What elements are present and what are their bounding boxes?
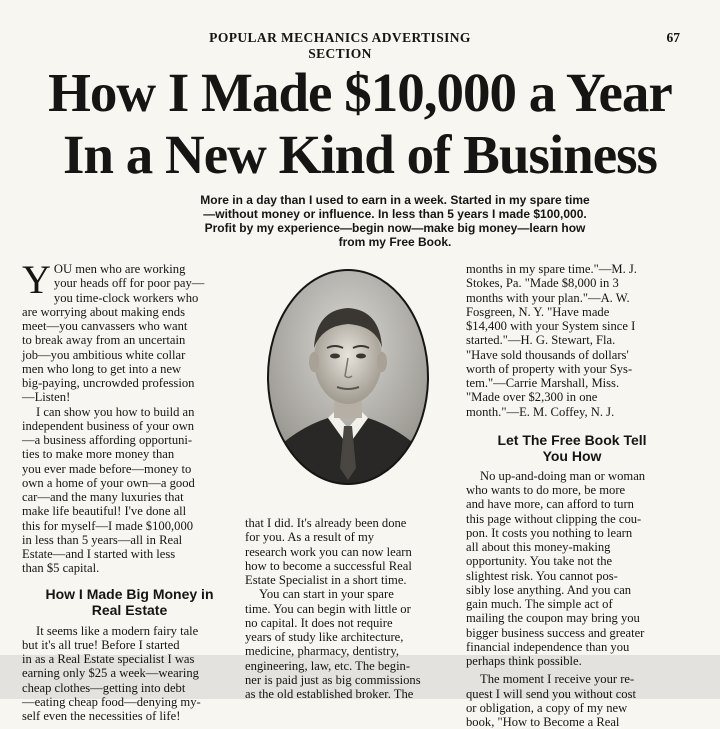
section-heading-free-book: [466, 432, 678, 464]
text-line: research work you can now learn: [245, 544, 412, 559]
text-line: engineering, law, etc. The begin-: [245, 658, 411, 673]
text-line: "Made over $2,300 in one: [466, 390, 598, 405]
text-line: or obligation, a copy of my new: [466, 700, 628, 715]
text-line: opportunity. You take not the: [466, 554, 613, 569]
intro-paragraph: [22, 257, 237, 405]
text-line: who wants to do more, be more: [466, 483, 626, 497]
text-line: worth of property with your Sys-: [466, 361, 633, 376]
text-line: started."—H. G. Stewart, Fla.: [466, 333, 616, 348]
text-line: big-paying, uncrowded profession: [22, 376, 195, 390]
text-line: in as a Real Estate specialist I was: [22, 652, 195, 666]
heading-line: Real Estate: [91, 601, 168, 618]
text-line: as the old established broker. The: [245, 687, 414, 701]
text-line: slightest risk. You cannot pos-: [466, 568, 618, 583]
heading-line: How I Made Big Money in: [45, 585, 214, 602]
text-line: mailing the coupon may bring you: [466, 611, 640, 626]
text-line: financial independence than you: [466, 639, 630, 654]
text-line: than $5 capital.: [22, 561, 100, 576]
text-line: book, "How to Become a Real: [466, 715, 620, 729]
text-line: cheap clothes—getting into debt: [22, 680, 186, 695]
text-line: self even the necessities of life!: [22, 709, 181, 723]
text-line: medicine, pharmacy, dentistry,: [245, 644, 399, 659]
text-line: to break away from an uncertain: [22, 333, 186, 348]
text-line: ner is paid just as big commissions: [245, 672, 421, 687]
text-line: ties to make more money than: [22, 447, 175, 462]
text-line: The moment I receive your re-: [480, 672, 635, 687]
text-line: you time-clock workers who: [53, 290, 199, 305]
text-line: perhaps think possible.: [466, 654, 582, 668]
running-head: [0, 30, 720, 61]
subhead-line: —without money or influence. In less than 5 years I made $100,000.: [203, 207, 587, 221]
text-line: in less than 5 years—all in Real: [22, 532, 183, 547]
scan-bottom-shade: [0, 655, 720, 699]
text-line: I can show you how to build an: [36, 404, 195, 419]
text-line: your heads off for poor pay—: [53, 276, 205, 291]
portrait-photo: [266, 268, 430, 486]
text-line: No up-and-doing man or woman: [480, 468, 646, 483]
text-line: all about this money-making: [466, 540, 611, 554]
text-line: independent business of your own: [22, 418, 195, 433]
text-line: —eating cheap food—denying my-: [22, 694, 201, 709]
paragraph: [466, 469, 678, 669]
text-line: earning only $25 a week—wearing: [22, 666, 199, 681]
text-line: you ever made before—money to: [22, 461, 192, 476]
text-line: pon. It costs you nothing to learn: [466, 525, 633, 540]
author-portrait: [266, 268, 430, 486]
text-line: tem."—Carrie Marshall, Miss.: [466, 376, 620, 390]
text-line: time. You can begin with little or: [245, 601, 411, 616]
text-line: and have more, can afford to turn: [466, 497, 634, 512]
text-line: that I did. It's already been done: [245, 516, 407, 530]
dropcap-letter: Y: [22, 257, 51, 302]
text-line: no capital. It does not require: [245, 615, 393, 630]
text-line: It seems like a modern fairy tale: [36, 623, 199, 638]
text-line: are worrying about making ends: [22, 304, 185, 319]
text-line: Estate Specialist in a short time.: [245, 573, 407, 587]
testimonials: [466, 262, 678, 419]
headline-line-2: In a New Kind of Business: [63, 124, 657, 185]
text-line: this for myself—I made $100,000: [22, 518, 194, 533]
section-heading-real-estate: [22, 586, 237, 618]
text-line: Stokes, Pa. "Made $8,000 in 3: [466, 276, 619, 291]
text-line: OU men who are working: [53, 262, 186, 276]
text-line: sibly lose anything. And you can: [466, 582, 632, 597]
text-line: $14,400 with your System since I: [466, 319, 636, 333]
text-line: years of study like architecture,: [245, 630, 404, 644]
text-line: month."—E. M. Coffey, N. J.: [466, 404, 615, 419]
subhead-line: More in a day than I used to earn in a week. Started in my spare time: [200, 193, 590, 207]
text-line: job—you ambitious white collar: [22, 347, 186, 362]
text-line: this page without clipping the cou-: [466, 511, 642, 526]
text-line: how to become a successful Real: [245, 558, 412, 573]
text-line: quest I will send you without cost: [466, 686, 637, 701]
text-line: men who long to get into a new: [22, 361, 182, 376]
text-line: own a home of your own—a good: [22, 475, 195, 490]
text-line: car—and the many luxuries that: [22, 490, 184, 504]
running-title: POPULAR MECHANICS ADVERTISING SECTION: [209, 30, 471, 61]
text-line: —Listen!: [22, 390, 71, 405]
text-line: months with your plan."—A. W.: [466, 290, 630, 305]
text-line: Estate—and I started with less: [22, 547, 176, 561]
text-line: meet—you canvassers who want: [22, 319, 188, 333]
text-line: months in my spare time."—M. J.: [466, 262, 637, 276]
page-number: 67: [666, 30, 680, 45]
subhead: [180, 193, 610, 249]
headline-line-1: How I Made $10,000 a Year: [48, 62, 672, 123]
text-line: but it's all true! Before I started: [22, 637, 180, 652]
text-line: You can start in your spare: [259, 587, 394, 602]
subhead-line: from my Free Book.: [338, 235, 452, 249]
text-line: "Have sold thousands of dollars': [466, 347, 629, 362]
heading-line: Let The Free Book Tell: [497, 431, 647, 448]
heading-line: You How: [542, 447, 602, 464]
text-line: gain much. The simple act of: [466, 597, 613, 611]
paragraph: [245, 516, 457, 587]
text-line: Fosgreen, N. Y. "Have made: [466, 304, 610, 319]
subhead-line: Profit by my experience—begin now—make big money—learn how: [204, 221, 586, 235]
paragraph: [22, 405, 237, 576]
text-line: for you. As a result of my: [245, 530, 375, 545]
text-line: bigger business success and greater: [466, 625, 645, 640]
text-line: —a business affording opportuni-: [22, 433, 193, 447]
text-line: make life beautiful! I've done all: [22, 504, 187, 519]
